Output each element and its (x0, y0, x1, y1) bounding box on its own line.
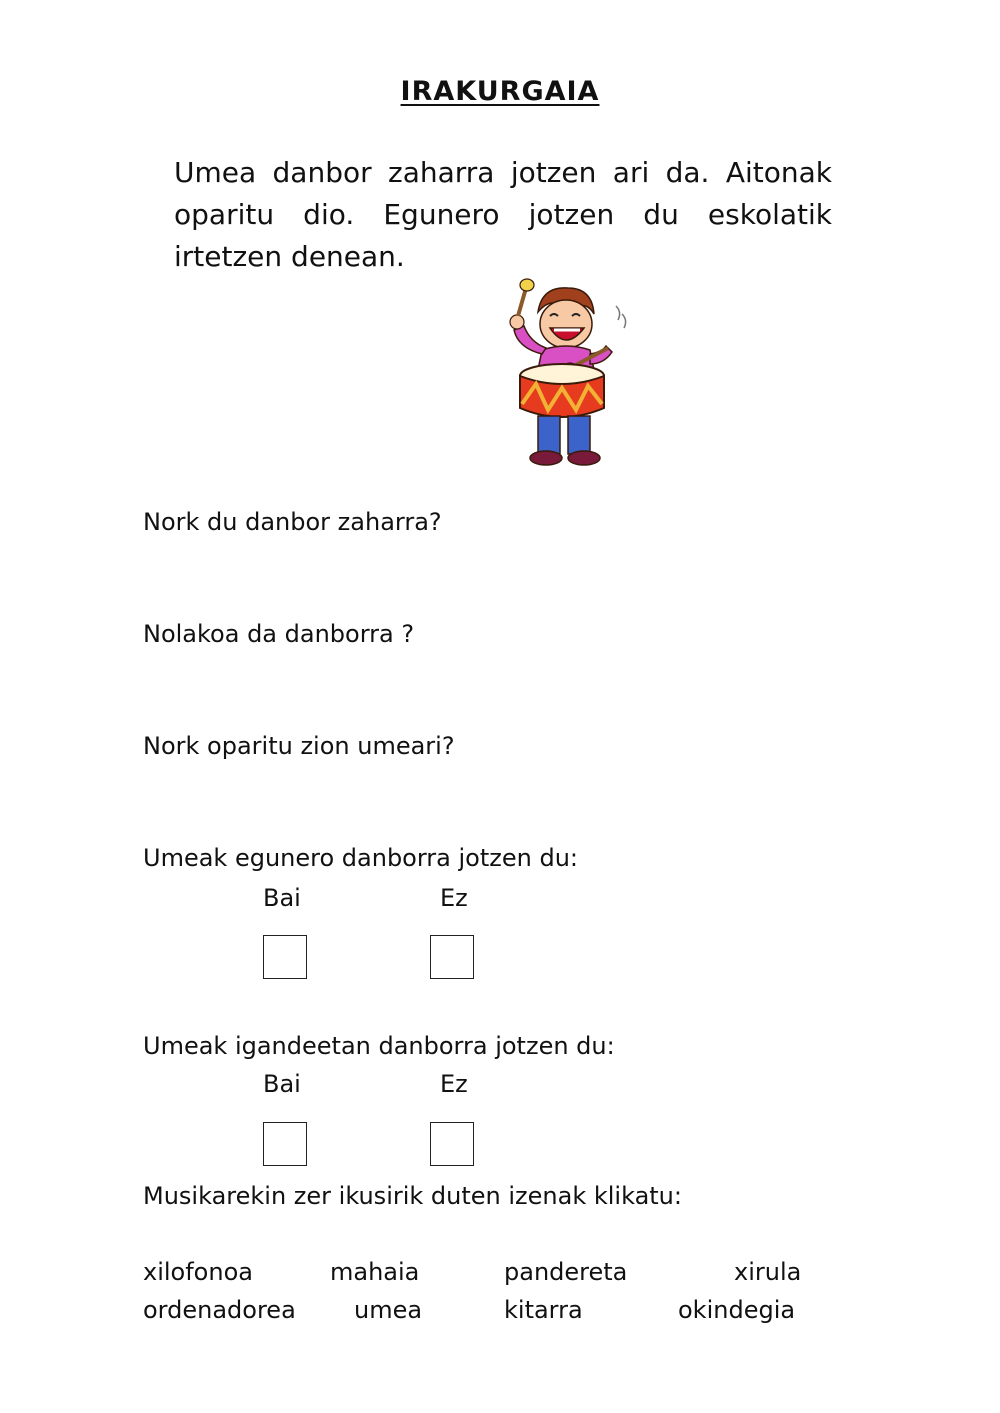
statement-2: Umeak igandeetan danborra jotzen du: (143, 1032, 615, 1060)
no-checkbox-1[interactable] (430, 935, 474, 979)
no-label-1: Ez (440, 884, 468, 912)
no-label-2: Ez (440, 1070, 468, 1098)
question-1: Nork du danbor zaharra? (143, 508, 442, 536)
yes-label-2: Bai (263, 1070, 301, 1098)
word-option[interactable]: xirula (734, 1258, 802, 1286)
word-option[interactable]: kitarra (504, 1296, 583, 1324)
page-title: IRAKURGAIA (400, 76, 600, 107)
statement-1: Umeak egunero danborra jotzen du: (143, 844, 578, 872)
question-2: Nolakoa da danborra ? (143, 620, 415, 648)
yes-checkbox-2[interactable] (263, 1122, 307, 1166)
word-option[interactable]: umea (354, 1296, 423, 1324)
no-checkbox-2[interactable] (430, 1122, 474, 1166)
click-instruction: Musikarekin zer ikusirik duten izenak klikatu: (143, 1182, 682, 1210)
word-option[interactable]: xilofonoa (143, 1258, 253, 1286)
question-3: Nork oparitu zion umeari? (143, 732, 455, 760)
word-option[interactable]: okindegia (678, 1296, 796, 1324)
child-drumming-illustration (490, 276, 640, 468)
reading-passage: Umea danbor zaharra jotzen ari da. Aitonak oparitu dio. Egunero jotzen du eskolatik irtetzen denean. (174, 156, 832, 273)
word-option[interactable]: pandereta (504, 1258, 628, 1286)
word-option[interactable]: mahaia (330, 1258, 420, 1286)
yes-checkbox-1[interactable] (263, 935, 307, 979)
word-option[interactable]: ordenadorea (143, 1296, 296, 1324)
yes-label-1: Bai (263, 884, 301, 912)
